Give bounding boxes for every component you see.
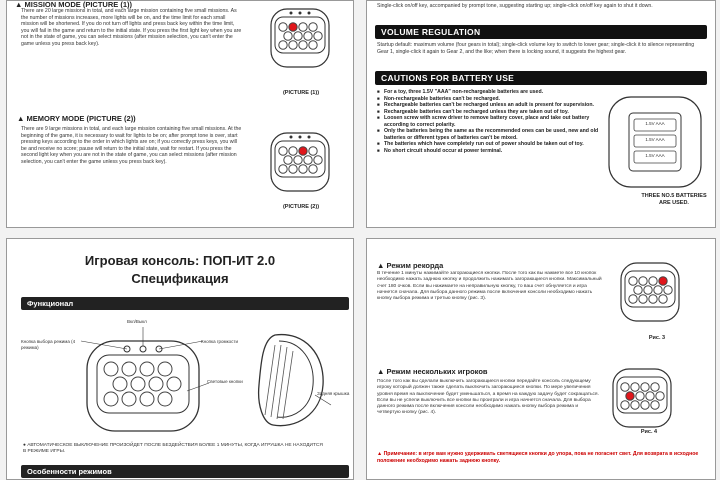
spec-title-line-1: Игровая консоль: ПОП-ИТ 2.0 — [84, 253, 276, 268]
functional-heading: Функционал — [21, 297, 349, 310]
console-picture-2 — [265, 131, 335, 201]
hold-keys-warning: ▲ Примечание: в игре вам нужно удерживать светящиеся кнопки до упора, пока не погаснет свет. Для возврата в исходное положение необходимо нажать заднюю кнопку. — [377, 451, 699, 464]
record-mode-heading: ▲ Режим рекорда — [377, 261, 444, 270]
modes-heading: Особенности режимов — [21, 465, 349, 478]
manual-page-russian-spec — [6, 238, 354, 480]
multiplayer-mode-text: После того как вы сделали выключить загорающиеся кнопки передайте консоль следующему игроку который должен также сделать выключить загорающиеся кнопки. По мере увеличения уровня время на выключение будет уменьшаться, а время на каждую задачу будет сокращаться. Если вы не успели выключить все кнопки вы проиграли и игра начнется сначала. Для выбора данного режима после включения консоли необходимо нажать кнопку выбора режима и четвертую кнопку (рис. 4). — [377, 379, 599, 416]
battery-heading: CAUTIONS FOR BATTERY USE — [375, 71, 707, 85]
power-key-text: Single-click on/off key, accompanied by prompt tone, suggesting starting up; single-click on/off key again to shut it down. — [377, 3, 653, 9]
battery-compartment-illustration — [605, 93, 705, 193]
mode-select-label: Кнопка выбора режима (4 режима) — [21, 339, 76, 350]
manual-page-russian-modes — [366, 238, 716, 480]
picture-1-key-grid — [279, 23, 322, 49]
battery-compartment-icon — [605, 93, 705, 193]
fig-3-caption: Рис. 3 — [648, 335, 666, 341]
volume-text: Startup default: maximum volume (four gears in total); single-click volume key to switch to lower gear; single-click it to silence representing Gear 1, single-click it again to Gear 2, and the like; when there is locking sound, it suggests the highest gear. — [377, 42, 695, 55]
manual-page-english-volume-battery — [366, 0, 716, 228]
battery-caution-item: ■ Loosen screw with screw driver to remove battery cover, place and take out battery according to correct polarity. — [377, 115, 605, 128]
battery-cell-label: 1.5V AAA — [645, 153, 665, 158]
console-front-diagram — [67, 321, 217, 441]
console-side-diagram — [245, 325, 335, 435]
console-picture-1 — [265, 7, 335, 89]
on-off-label: Вкл/Выкл — [127, 319, 147, 324]
battery-caution-item: ■ Non-rechargeable batteries can't be recharged. — [377, 96, 605, 103]
picture-1-caption: (PICTURE (1)) — [282, 90, 320, 96]
battery-count-label: THREE NO.5 BATTERIES ARE USED. — [641, 193, 707, 206]
battery-caution-item: ■ Rechargeable batteries can't be recharged unless an adult is present for supervision. — [377, 102, 605, 109]
battery-caution-item: ■ Rechargeable batteries can't be recharged unless they are taken out of toy. — [377, 109, 605, 116]
battery-caution-item: ■ The batteries which have completely run out of power should be taken out of toy. — [377, 141, 605, 148]
picture-2-caption: (PICTURE (2)) — [282, 204, 320, 210]
memory-mode-text: There are 9 large missions in total, and each large mission containing five small missions. At the beginning of the game, it is necessary to wait for lights to be on; after prompt tone is over, start pressing keys according to the order in which lights are on; if you correctly press keys, you will be and receive no score; pause will return to the initial state, wait for restart. If you press the second light key when you are not in the state of game, you can select missions (after mission selection, you can't enter the game unless you press back key). — [21, 126, 242, 165]
auto-off-note: ● АВТОМАТИЧЕСКОЕ ВЫКЛЮЧЕНИЕ ПРОИЗОЙДЕТ ПОСЛЕ БЕЗДЕЙСТВИЯ БОЛЕЕ 1 МИНУТЫ, КОГДА ИГРУШКА НЕ НАХОДИТСЯ В РЕЖИМЕ ИГРЫ. — [23, 443, 323, 454]
back-cover-label: Задняя крышка — [317, 391, 350, 396]
mission-mode-text: There are 20 large missions in total, and each large mission containing five small missions. As the number of missions increases, more lights will be on, and the time limit for each small mission will be shortened. If you do not turn off lights and press back key within the time limit, you will fail in the game and return to the initial state. If you press the first light key when you are not in the state of game, you can select missions (after mission selection, you can't enter the game unless you press back key). — [21, 8, 242, 47]
record-mode-text: В течение 1 минуты нажимайте загорающиеся кнопки. После того как вы нажмете все 10 кнопок необходимо нажать заднюю кнопку и продолжить нажимать загорающиеся кнопки. Максимальный счет 180 очков. Если вы нажимаете на неправильную кнопку, то ваш счет обнуляется и игра начнется сначала. Для выбора данного режима после включения консоли необходимо нажать кнопку выбора режима и третью кнопку (рис. 3). — [377, 271, 602, 302]
volume-key-label: Кнопка громкости — [201, 339, 238, 344]
volume-heading: VOLUME REGULATION — [375, 25, 707, 39]
light-keys-label: Световые кнопки — [207, 379, 243, 384]
battery-caution-item: ■ Only the batteries being the same as the recommended ones can be used, new and old batteries or different types of batteries can't be mixed. — [377, 128, 605, 141]
battery-caution-item: ■ For a toy, three 1.5V "AAA" non-rechargeable batteries are used. — [377, 89, 605, 96]
manual-page-english-modes — [6, 0, 354, 228]
console-fig-4 — [607, 367, 677, 437]
multiplayer-mode-heading: ▲ Режим нескольких игроков — [377, 367, 488, 376]
fig-4-caption: Рис. 4 — [640, 429, 658, 435]
battery-cell-label: 1.5V AAA — [645, 121, 665, 126]
battery-caution-list — [377, 89, 605, 154]
mission-mode-heading: ▲ MISSION MODE (PICTURE (1)) — [15, 0, 133, 9]
picture-2-key-grid — [279, 147, 322, 173]
memory-mode-heading: ▲ MEMORY MODE (PICTURE (2)) — [17, 114, 136, 123]
spec-title-line-2: Спецификация — [131, 271, 229, 286]
battery-cell-label: 1.5V AAA — [645, 137, 665, 142]
battery-caution-item: ■ No short circuit should occur at power terminal. — [377, 148, 605, 155]
console-fig-3 — [615, 261, 685, 331]
